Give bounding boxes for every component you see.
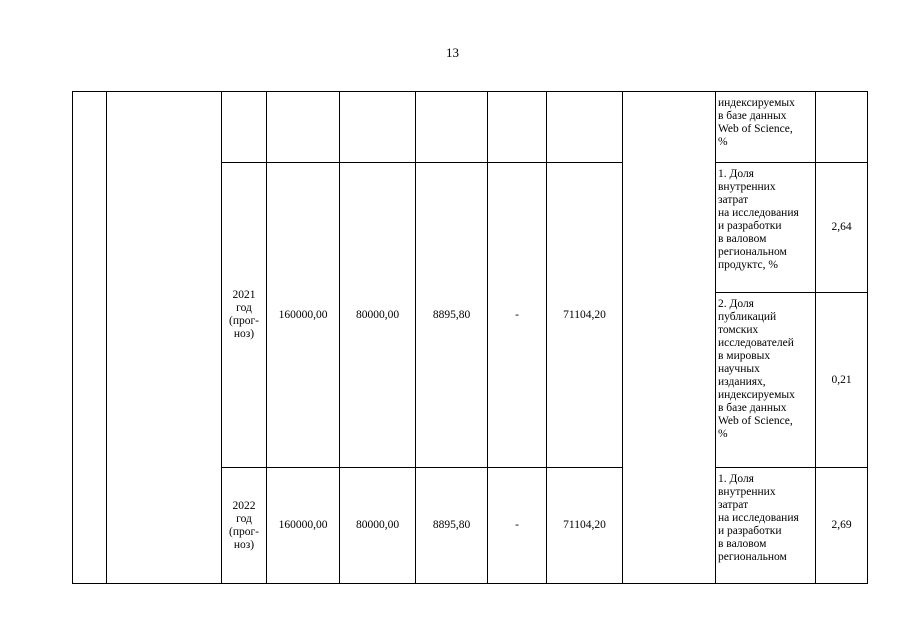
indicator-value: 2,69 (816, 468, 868, 584)
year-cell (222, 468, 267, 584)
indicator-value: 0,21 (816, 293, 868, 468)
year-label: 2021 год (прог- ноз) (228, 289, 260, 340)
indicator-cell (716, 468, 816, 584)
col-number-cell (73, 92, 107, 584)
total-cell: 160000,00 (267, 163, 340, 468)
year-label: 2022 год (прог- ноз) (228, 499, 260, 551)
extra-cell: 71104,20 (547, 468, 623, 584)
regional-cell: 8895,80 (416, 163, 488, 468)
indicator-text: 1. Доля внутренних затрат на исследования и разработки в валовом региональном (718, 473, 799, 563)
col-name-cell (107, 92, 222, 584)
local-cell: - (488, 163, 547, 468)
indicator-text: 2. Доля публикаций томских исследователей в мировых научных изданиях, индексируемых в базе данных Web of Science, % (718, 298, 795, 440)
total-cell: 160000,00 (267, 468, 340, 584)
federal-cell: 80000,00 (340, 163, 416, 468)
local-cell (488, 92, 547, 163)
indicator-cell (716, 92, 816, 163)
budget-table (72, 91, 868, 584)
indicator-text: 1. Доля внутренних затрат на исследования и разработки в валовом региональном продуктс, % (718, 168, 799, 271)
year-cell (222, 163, 267, 468)
table-row (73, 92, 868, 163)
indicator-cell (716, 163, 816, 293)
indicator-text: индексируемых в базе данных Web of Science, % (718, 97, 795, 148)
total-cell (267, 92, 340, 163)
extra-cell (547, 92, 623, 163)
indicator-value (816, 92, 868, 163)
federal-cell: 80000,00 (340, 468, 416, 584)
year-cell (222, 92, 267, 163)
executor-cell (623, 92, 716, 584)
federal-cell (340, 92, 416, 163)
local-cell: - (488, 468, 547, 584)
indicator-cell (716, 293, 816, 468)
extra-cell: 71104,20 (547, 163, 623, 468)
indicator-value: 2,64 (816, 163, 868, 293)
regional-cell: 8895,80 (416, 468, 488, 584)
page-number: 13 (446, 45, 459, 60)
regional-cell (416, 92, 488, 163)
